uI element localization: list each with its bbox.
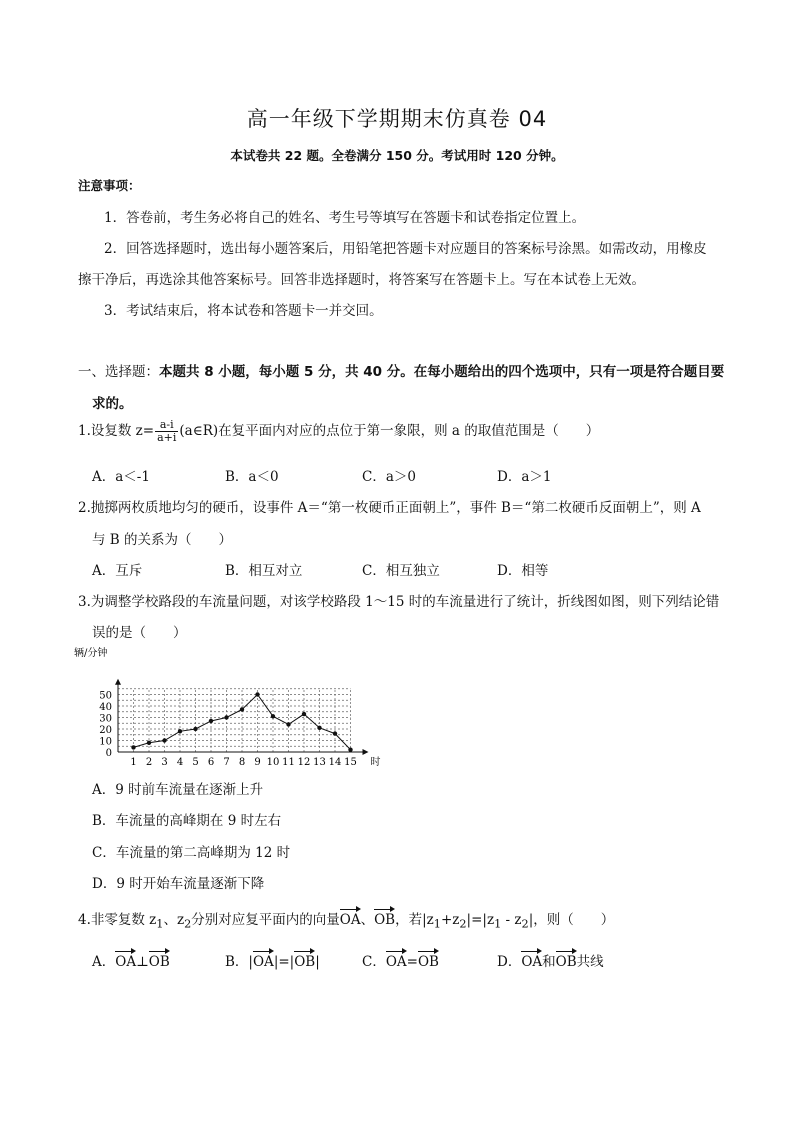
vector-ob: OB	[294, 954, 316, 970]
vector-oa: OA	[339, 912, 361, 928]
page-title: 高一年级下学期期末仿真卷 04	[246, 107, 548, 131]
note-item-2-cont: 擦干净后，再选涂其他答案标号。回答非选择题时，将答案写在答题卡上。写在本试卷上无效。	[78, 272, 645, 288]
q4-sub: 1	[433, 917, 441, 931]
abs-bar: |	[315, 954, 320, 970]
x-tick-label: 13	[313, 757, 326, 768]
vector-ob: OB	[374, 912, 396, 928]
q4-text-7: - z	[501, 912, 522, 928]
q4-sub: 2	[459, 917, 467, 931]
section-rules-tail: ，只有一项是符合题目要	[575, 364, 725, 380]
question-1	[78, 419, 599, 444]
q2-option-c: C．相互独立	[362, 563, 440, 579]
y-tick-label: 50	[99, 690, 112, 702]
question-3: 3.为调整学校路段的车流量问题，对该学校路段 1～15 时的车流量进行了统计，折线图如图，则下列结论错	[78, 594, 720, 610]
x-tick-label: 10	[266, 757, 280, 768]
q4-option-b	[225, 950, 320, 970]
y-axis-arrow	[115, 679, 121, 685]
question-4	[78, 908, 614, 931]
vector-ob: OB	[555, 954, 577, 970]
notes-heading: 注意事项：	[78, 178, 141, 193]
q2-option-b: B．相互对立	[225, 563, 303, 579]
relation-tail: 共线	[576, 954, 604, 970]
q1-option-d: D．a＞1	[497, 469, 552, 485]
q4-text-8: |，则（ ）	[528, 912, 615, 928]
data-point	[240, 707, 244, 711]
data-point	[162, 738, 166, 742]
note-item-2: 2．回答选择题时，选出每小题答案后，用铅笔把答题卡对应题目的答案标号涂黑。如需改动，用橡皮	[104, 241, 707, 257]
q4-option-d	[497, 950, 604, 970]
y-tick-label: 20	[99, 725, 112, 736]
x-tick-label: 2	[145, 757, 153, 768]
question-3-cont: 误的是（ ）	[92, 625, 187, 641]
relation: =	[406, 954, 418, 970]
x-tick-label: 4	[176, 757, 184, 768]
q4-sub: 1	[494, 917, 502, 931]
q3-option-b: B．车流量的高峰期在 9 时左右	[92, 813, 282, 829]
section-1-heading-cont: 求的。	[92, 396, 133, 412]
vector-oa: OA	[252, 954, 274, 970]
relation: |=|	[273, 954, 295, 970]
q4-sep: 、	[360, 912, 375, 928]
y-tick-label: 30	[99, 713, 112, 725]
q4-text-2: 、z	[163, 912, 185, 928]
data-point	[333, 731, 337, 735]
q4-text-5: +z	[440, 912, 460, 928]
q1-option-c: C．a＞0	[362, 469, 416, 485]
vector-ob: OB	[148, 954, 170, 970]
vector-oa: OA	[115, 954, 137, 970]
vector-oa: OA	[521, 954, 543, 970]
section-rules: 本题共 8 小题，每小题 5 分，共 40 分。在每小题给出的	[159, 364, 509, 380]
vector-oa: OA	[385, 954, 407, 970]
q4-sub: 2	[184, 917, 192, 931]
q1-denominator: a+i	[157, 431, 177, 444]
x-tick-label: 14	[328, 757, 342, 768]
q1-option-a: A．a＜-1	[92, 469, 150, 485]
y-axis-label: 辆/分钟	[74, 648, 108, 659]
data-point	[255, 692, 259, 696]
x-tick-label: 5	[192, 757, 199, 768]
q1-fraction	[155, 419, 178, 444]
q2-option-d: D．相等	[497, 563, 549, 579]
x-tick-label: 6	[207, 757, 215, 768]
data-point	[271, 714, 275, 718]
option-label: C．	[362, 954, 386, 970]
q2-option-a: A．互斥	[92, 563, 143, 579]
relation: 和	[542, 954, 556, 970]
exam-summary: 本试卷共 22 题。全卷满分 150 分。考试用时 120 分钟。	[230, 148, 564, 163]
q1-suffix: (a∈R)在复平面内对应的点位于第一象限，则 a 的取值范围是（ ）	[179, 423, 600, 439]
y-tick-label: 0	[105, 748, 112, 759]
x-tick-label: 7	[223, 757, 230, 768]
question-2: 2.抛掷两枚质地均匀的硬币，设事件 A＝“第一枚硬币正面朝上”，事件 B＝“第二枚硬币反面朝上”，则 A	[78, 500, 701, 516]
y-tick-label: 40	[99, 702, 112, 713]
data-point	[209, 719, 213, 723]
data-point	[348, 748, 352, 752]
data-point	[317, 726, 321, 730]
option-label: B．	[225, 954, 249, 970]
x-axis-label: 时	[370, 757, 381, 768]
q4-text-1: 4.非零复数 z	[78, 912, 157, 928]
q3-option-c: C．车流量的第二高峰期为 12 时	[92, 845, 291, 861]
x-tick-label: 1	[130, 757, 137, 768]
abs-bar: |	[248, 954, 253, 970]
q3-option-a: A．9 时前车流量在逐渐上升	[92, 782, 264, 798]
data-point	[224, 715, 228, 719]
x-tick-label: 11	[282, 757, 295, 768]
x-tick-label: 15	[344, 757, 357, 768]
option-label: A．	[92, 954, 116, 970]
x-axis-arrow	[363, 749, 369, 755]
q4-text-4: ，若|z	[395, 912, 434, 928]
relation: ⊥	[136, 954, 149, 970]
section-rules-emph: 四个选项中	[508, 364, 576, 380]
vector-ob: OB	[417, 954, 439, 970]
data-point	[286, 722, 290, 726]
data-point	[178, 729, 182, 733]
q1-prefix: 1.设复数 z=	[78, 423, 155, 439]
data-point	[131, 745, 135, 749]
q4-sub: 1	[156, 917, 164, 931]
x-tick-label: 3	[161, 757, 168, 768]
x-tick-label: 8	[238, 757, 246, 768]
chart-svg	[72, 645, 412, 770]
y-tick-label: 10	[99, 736, 112, 748]
section-label: 一、选择题：	[78, 364, 159, 380]
q4-text-3: 分别对应复平面内的向量	[191, 912, 340, 928]
q3-option-d: D．9 时开始车流量逐渐下降	[92, 876, 265, 892]
x-tick-label: 12	[297, 757, 311, 768]
x-tick-label: 9	[254, 757, 261, 768]
question-2-cont: 与 B 的关系为（ ）	[92, 532, 233, 548]
data-point	[147, 741, 151, 745]
note-item-1: 1．答卷前，考生务必将自己的姓名、考生号等填写在答题卡和试卷指定位置上。	[104, 210, 586, 226]
q4-sub: 2	[521, 917, 529, 931]
data-point	[193, 727, 197, 731]
q4-option-c	[362, 950, 439, 970]
q1-numerator: a-i	[155, 419, 178, 432]
q4-text-6: |=|z	[466, 912, 495, 928]
option-label: D．	[497, 954, 522, 970]
traffic-line-chart	[72, 645, 412, 770]
q1-option-b: B．a＜0	[225, 469, 279, 485]
data-point	[302, 712, 306, 716]
section-1-heading	[78, 360, 724, 380]
note-item-3: 3．考试结束后，将本试卷和答题卡一并交回。	[104, 303, 383, 319]
q4-option-a	[92, 950, 170, 970]
